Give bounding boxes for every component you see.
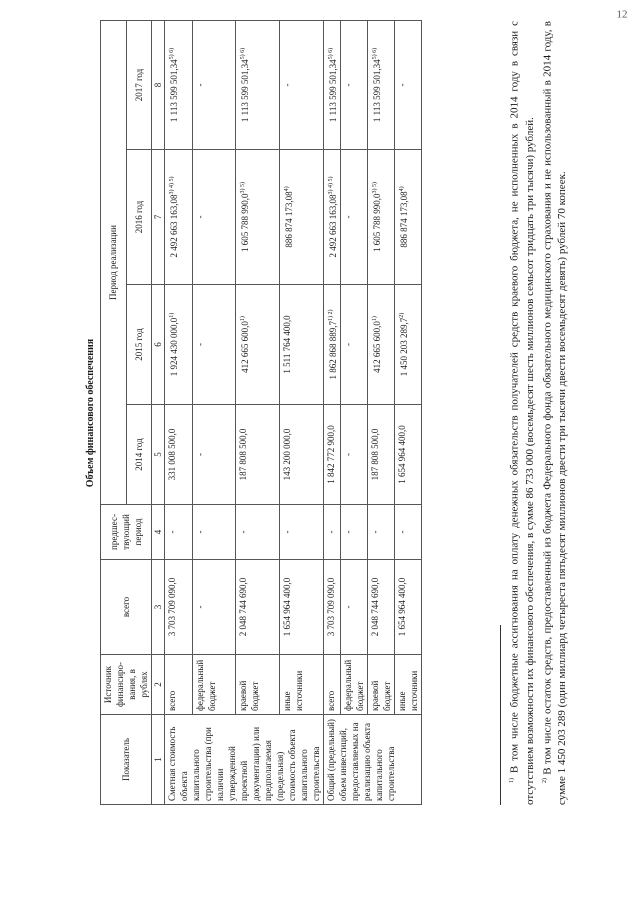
footnote-ref: 4) xyxy=(284,186,291,192)
table-title: Объем финансового обеспечения xyxy=(85,338,96,488)
cell-previous: - xyxy=(395,505,422,560)
footnote-ref: 5) 6) xyxy=(169,47,175,60)
cell-value: - xyxy=(194,83,205,87)
cell-2017 xyxy=(165,21,193,150)
col-index: 4 xyxy=(152,505,165,560)
table-row xyxy=(368,21,395,805)
header-period: Период реализации xyxy=(101,21,127,505)
footnote-ref: 1) xyxy=(169,312,175,318)
footnote-ref: 3) 4) 5) xyxy=(328,176,334,195)
section-estimated-cost xyxy=(165,21,324,805)
header-2014: 2014 год xyxy=(126,405,152,505)
cell-2014: - xyxy=(341,405,368,505)
column-index-row xyxy=(152,21,165,805)
cell-2015 xyxy=(395,285,422,405)
section-investment-volume xyxy=(324,21,422,805)
page-number: 12 xyxy=(616,8,628,21)
cell-source: краевой бюджет xyxy=(368,655,395,715)
cell-2016 xyxy=(280,150,324,285)
cell-value: - xyxy=(343,83,353,87)
table-row xyxy=(192,21,236,805)
footnote-ref: 2) xyxy=(399,312,405,318)
footnotes xyxy=(500,21,570,805)
footnote-mark: 1) xyxy=(509,778,515,783)
cell-2015 xyxy=(236,285,280,405)
cell-previous: - xyxy=(192,505,236,560)
footnote-text: В том числе остаток средств, предоставленный из бюджета Федерального фонда обязательного медицинского страхования и не использованный в 2014 году, в сумме 1 450 203 289 (один миллиард четыреста пятьдесят миллионов двести три тысячи двести восемьдесят девять) рублей 70 копеек. xyxy=(541,21,569,805)
cell-total: 3 703 709 090,0 xyxy=(324,560,341,655)
cell-2016 xyxy=(324,150,341,285)
footnote-ref: 4) xyxy=(399,186,405,192)
cell-2017 xyxy=(324,21,341,150)
col-index: 5 xyxy=(152,405,165,505)
table-row xyxy=(324,21,341,805)
footnote-ref: 5) 6) xyxy=(372,47,378,60)
footnote-ref: 5) 6) xyxy=(240,47,247,60)
cell-2016 xyxy=(395,150,422,285)
cell-value: 412 665 600,0 xyxy=(240,321,251,373)
footnote-ref: 3) 4) 5) xyxy=(169,176,175,195)
cell-2014: 1 654 964 400,0 xyxy=(395,405,422,505)
cell-value: - xyxy=(343,343,353,346)
col-index: 3 xyxy=(152,560,165,655)
cell-2014: 187 808 500,0 xyxy=(236,405,280,505)
col-index: 6 xyxy=(152,285,165,405)
footnote-ref: 1) xyxy=(372,316,378,322)
table-row xyxy=(341,21,368,805)
footnote-ref: 3) 5) xyxy=(372,182,378,194)
cell-previous: - xyxy=(341,505,368,560)
cell-2014: - xyxy=(192,405,236,505)
cell-value: - xyxy=(343,215,353,219)
header-previous: предшес-твующий период xyxy=(101,505,152,560)
footnote-ref: 1) 2) xyxy=(328,309,334,321)
cell-previous: - xyxy=(236,505,280,560)
header-2016: 2016 год xyxy=(126,150,152,285)
cell-previous: - xyxy=(165,505,193,560)
cell-2015 xyxy=(192,285,236,405)
table-row xyxy=(280,21,324,805)
cell-total: 2 048 744 690,0 xyxy=(236,560,280,655)
cell-2015 xyxy=(280,285,324,405)
cell-2017 xyxy=(368,21,395,150)
cell-value: 886 874 173,08 xyxy=(284,191,295,248)
cell-source: федеральный бюджет xyxy=(192,655,236,715)
footnote-divider xyxy=(500,625,501,805)
cell-2014: 187 808 500,0 xyxy=(368,405,395,505)
cell-2016 xyxy=(368,150,395,285)
row-indicator-label: Общий (предельный) объем инвестиций, предоставляемых на реализацию объекта капитального строительства xyxy=(324,715,422,805)
table-row xyxy=(395,21,422,805)
cell-previous: - xyxy=(280,505,324,560)
financing-table xyxy=(100,20,422,805)
cell-2014: 1 842 772 900,0 xyxy=(324,405,341,505)
cell-value: 1 113 599 501,34 xyxy=(169,59,179,123)
cell-source: краевой бюджет xyxy=(236,655,280,715)
cell-2015 xyxy=(165,285,193,405)
cell-2015 xyxy=(341,285,368,405)
cell-2016 xyxy=(341,150,368,285)
table-row xyxy=(236,21,280,805)
header-2015: 2015 год xyxy=(126,285,152,405)
cell-value: 412 665 600,0 xyxy=(372,321,382,373)
cell-source: всего xyxy=(324,655,341,715)
footnote-ref: 5) 6) xyxy=(328,47,334,60)
header-total: всего xyxy=(101,560,152,655)
cell-2017 xyxy=(341,21,368,150)
cell-2015 xyxy=(324,285,341,405)
footnote-ref: 1) xyxy=(240,316,247,322)
col-index: 7 xyxy=(152,150,165,285)
cell-2017 xyxy=(192,21,236,150)
cell-value: 1 924 430 000,0 xyxy=(169,317,179,377)
header-2017: 2017 год xyxy=(126,21,152,150)
cell-2017 xyxy=(395,21,422,150)
cell-value: 2 492 663 163,08 xyxy=(328,194,338,258)
cell-2014: 143 200 000,0 xyxy=(280,405,324,505)
cell-2015 xyxy=(368,285,395,405)
cell-source: федеральный бюджет xyxy=(341,655,368,715)
cell-2017 xyxy=(280,21,324,150)
cell-total: 1 654 964 400,0 xyxy=(280,560,324,655)
col-index: 8 xyxy=(152,21,165,150)
cell-total: - xyxy=(341,560,368,655)
cell-2016 xyxy=(165,150,193,285)
cell-value: - xyxy=(194,343,205,346)
cell-value: 1 113 599 501,34 xyxy=(328,59,338,123)
cell-value: - xyxy=(194,215,205,219)
footnote-text: В том числе бюджетные ассигнования на оплату денежных обязательств получателей средств краевого бюджета, не исполненных в 2014 году в связи с отсутствием возможности их финансового обеспечения, в сумме 86 733 000 (восемьдесят шесть миллионов семьсот тридцать три тысячи) рублей. xyxy=(508,21,536,805)
col-index: 1 xyxy=(152,715,165,805)
cell-value: 1 450 203 289,7 xyxy=(399,317,409,377)
cell-source: всего xyxy=(165,655,193,715)
cell-value: 1 605 788 990,0 xyxy=(372,193,382,252)
cell-2016 xyxy=(192,150,236,285)
cell-total: 3 703 709 090,0 xyxy=(165,560,193,655)
cell-value: - xyxy=(397,83,407,87)
cell-source: иные источники xyxy=(280,655,324,715)
header-source: Источник финансиро-вания, в рублях xyxy=(101,655,152,715)
cell-value: 1 862 868 889,7 xyxy=(328,321,338,380)
footnote-mark: 2) xyxy=(541,778,548,783)
cell-value: 2 492 663 163,08 xyxy=(169,194,179,258)
cell-total: 2 048 744 690,0 xyxy=(368,560,395,655)
cell-2017 xyxy=(236,21,280,150)
cell-value: - xyxy=(282,83,293,87)
cell-value: 886 874 173,08 xyxy=(399,191,409,248)
table-row xyxy=(165,21,193,805)
cell-value: 1 113 599 501,34 xyxy=(240,59,251,123)
cell-total: - xyxy=(192,560,236,655)
header-indicator: Показатель xyxy=(101,715,152,805)
footnote-1 xyxy=(505,21,538,805)
cell-value: 1 113 599 501,34 xyxy=(372,59,382,123)
cell-2016 xyxy=(236,150,280,285)
col-index: 2 xyxy=(152,655,165,715)
cell-total: 1 654 964 400,0 xyxy=(395,560,422,655)
footnote-2 xyxy=(538,21,571,805)
row-indicator-label: Сметная стоимость объекта капитального строительства (при наличии утвержденной проектной документации) или предполагаемая (предельная) стоимость объекта капитального строительства xyxy=(165,715,324,805)
cell-previous: - xyxy=(324,505,341,560)
cell-previous: - xyxy=(368,505,395,560)
footnote-ref: 3) 5) xyxy=(240,182,247,194)
cell-2014: 331 008 500,0 xyxy=(165,405,193,505)
cell-value: 1 605 788 990,0 xyxy=(240,193,251,252)
cell-source: иные источники xyxy=(395,655,422,715)
cell-value: 1 511 764 400,0 xyxy=(282,315,293,374)
